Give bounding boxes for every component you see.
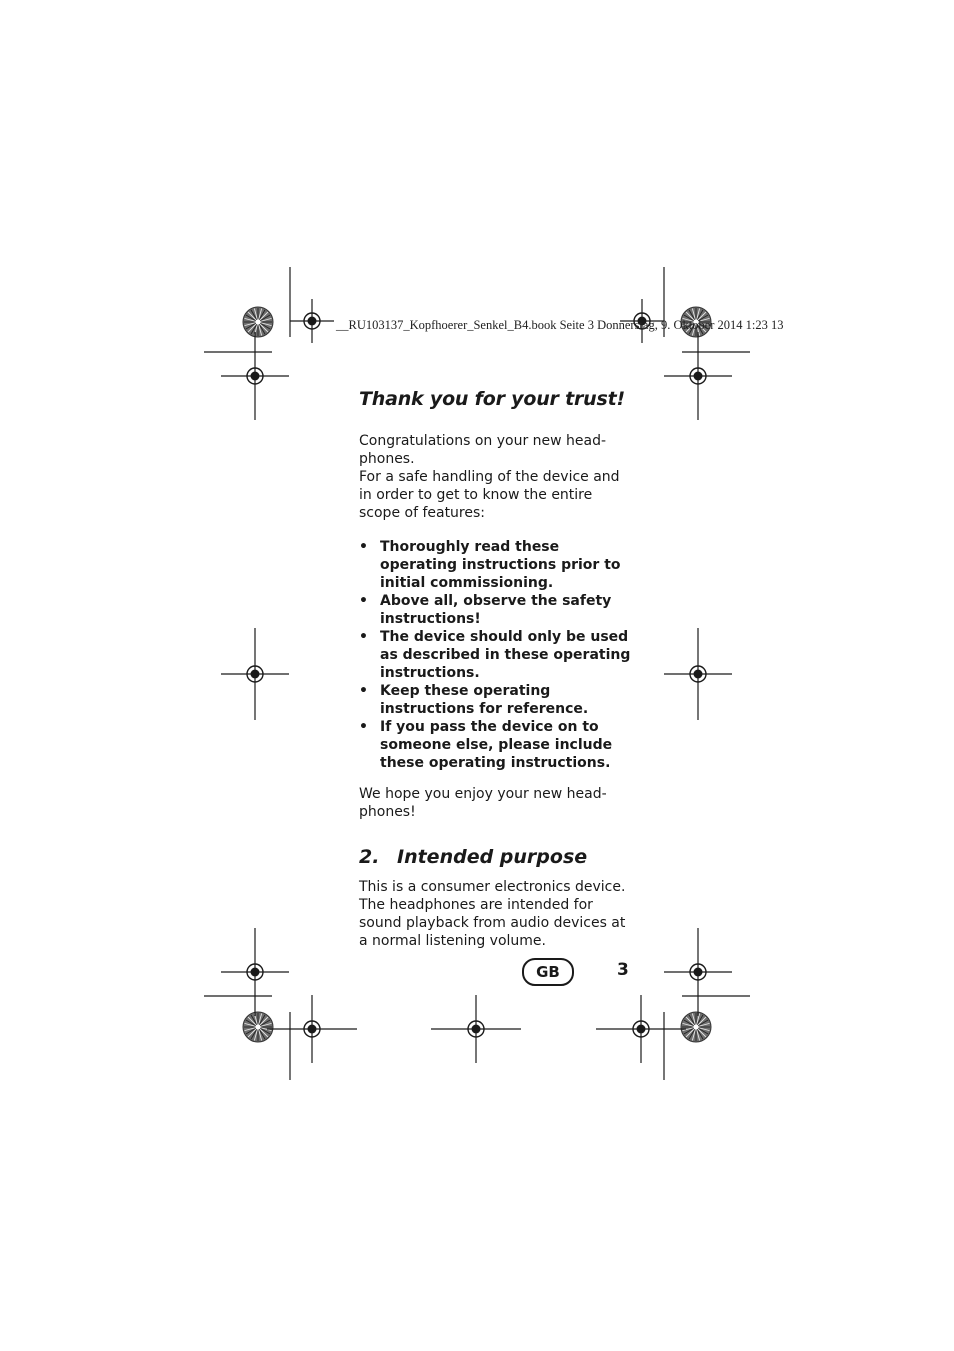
page-content [359, 388, 631, 950]
star-target-center [256, 1025, 261, 1030]
registration-dot [694, 968, 703, 977]
registration-dot [308, 1025, 317, 1034]
registration-dot [251, 372, 260, 381]
intro-paragraph: Congratulations on your new head-phones. [359, 433, 607, 467]
list-item: • Thoroughly read these operating instructions prior to initial commissioning. [359, 538, 631, 592]
list-item: • If you pass the device on to someone else, please include these operating instructions. [359, 718, 631, 772]
print-slug: __RU103137_Kopfhoerer_Senkel_B4.book Seite 3 Donnerstag, 9. Oktober 2014 1:23 13 [336, 318, 784, 332]
registration-dot [694, 372, 703, 381]
registration-dot [251, 670, 260, 679]
instruction-list [359, 538, 631, 772]
section-number: 2. [359, 846, 380, 868]
registration-dot [694, 670, 703, 679]
list-item: • Keep these operating instructions for reference. [359, 682, 631, 718]
section-title: Intended purpose [397, 846, 588, 868]
star-target-center [256, 320, 261, 325]
registration-dot [308, 317, 317, 326]
section-paragraph: This is a consumer electronics device. The headphones are intended for sound playback from audio devices at a normal listening volume. [359, 879, 626, 949]
page-number: 3 [617, 960, 629, 980]
registration-dot [472, 1025, 481, 1034]
language-badge: GB [522, 958, 574, 986]
registration-dot [251, 968, 260, 977]
list-item: • The device should only be used as described in these operating instructions. [359, 628, 631, 682]
outro-paragraph: We hope you enjoy your new head-phones! [359, 786, 607, 820]
section-heading [359, 846, 631, 868]
list-item: • Above all, observe the safety instructions! [359, 592, 631, 628]
star-target-center [694, 1025, 699, 1030]
registration-dot [637, 1025, 646, 1034]
intro-paragraph-2: For a safe handling of the device and in order to get to know the entire scope of features: [359, 469, 620, 521]
thanks-heading: Thank you for your trust! [359, 388, 625, 410]
